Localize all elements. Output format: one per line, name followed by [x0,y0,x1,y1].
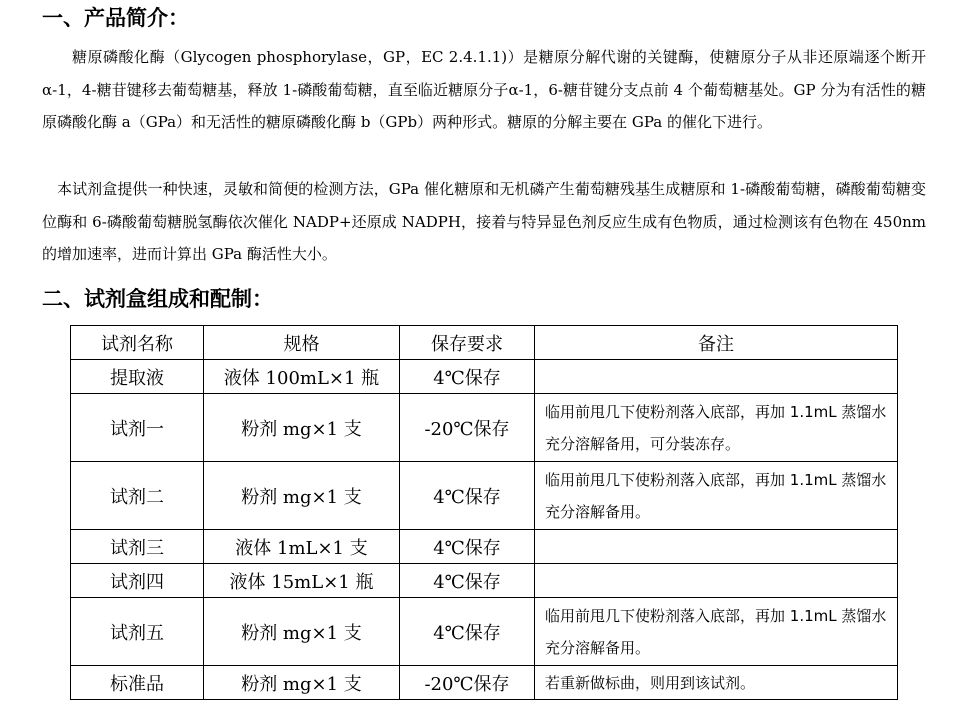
reagent-note: 临用前甩几下使粉剂落入底部，再加 1.1mL 蒸馏水充分溶解备用。 [535,598,898,666]
intro-paragraph-1: 糖原磷酸化酶（Glycogen phosphorylase，GP，EC 2.4.1.1)）是糖原分解代谢的关键酶，使糖原分子从非还原端逐个断开α-1，4-糖苷键移去葡萄糖基，释放 1-磷酸葡萄糖，直至临近糖原分子α-1，6-糖苷键分支点前 4 个葡萄糖基处。GP 分为有活性的糖原磷酸化酶 a（GPa）和无活性的糖原磷酸化酶 b（GPb）两种形式。糖原的分解主要在 GPa 的催化下进行。 [42,48,926,131]
reagent-note: 若重新做标曲，则用到该试剂。 [535,666,898,700]
reagent-storage: 4℃保存 [400,360,535,394]
reagent-spec: 液体 100mL×1 瓶 [204,360,400,394]
reagent-storage: 4℃保存 [400,530,535,564]
reagent-name: 试剂一 [71,394,204,462]
reagent-spec: 液体 15mL×1 瓶 [204,564,400,598]
reagent-name: 试剂五 [71,598,204,666]
reagent-spec: 粉剂 mg×1 支 [204,394,400,462]
header-reagent-name: 试剂名称 [71,326,204,360]
reagent-spec: 粉剂 mg×1 支 [204,462,400,530]
reagent-storage: 4℃保存 [400,564,535,598]
table-header-row [71,326,898,360]
header-spec: 规格 [204,326,400,360]
reagent-storage: 4℃保存 [400,462,535,530]
reagent-name: 试剂四 [71,564,204,598]
reagent-spec: 液体 1mL×1 支 [204,530,400,564]
table-row [71,394,898,462]
section-heading-kit-composition: 二、试剂盒组成和配制： [42,287,273,311]
kit-composition-table [70,325,898,700]
reagent-storage: -20℃保存 [400,394,535,462]
reagent-spec: 粉剂 mg×1 支 [204,666,400,700]
table-row [71,598,898,666]
header-note: 备注 [535,326,898,360]
table-row [71,530,898,564]
reagent-note: 临用前甩几下使粉剂落入底部，再加 1.1mL 蒸馏水充分溶解备用，可分装冻存。 [535,394,898,462]
section-heading-intro: 一、产品简介： [42,6,189,30]
table-row [71,564,898,598]
reagent-storage: 4℃保存 [400,598,535,666]
reagent-name: 试剂三 [71,530,204,564]
reagent-note [535,530,898,564]
reagent-note [535,360,898,394]
reagent-note [535,564,898,598]
reagent-name: 提取液 [71,360,204,394]
table-row [71,462,898,530]
reagent-note: 临用前甩几下使粉剂落入底部，再加 1.1mL 蒸馏水充分溶解备用。 [535,462,898,530]
table-row [71,666,898,700]
reagent-storage: -20℃保存 [400,666,535,700]
reagent-name: 试剂二 [71,462,204,530]
reagent-name: 标准品 [71,666,204,700]
intro-paragraph-2: 本试剂盒提供一种快速，灵敏和简便的检测方法，GPa 催化糖原和无机磷产生葡萄糖残基生成糖原和 1-磷酸葡萄糖，磷酸葡萄糖变位酶和 6-磷酸葡萄糖脱氢酶依次催化 NADP+还原成 NADPH，接着与特异显色剂反应生成有色物质，通过检测该有色物在 450nm 的增加速率，进而计算出 GPa 酶活性大小。 [42,180,926,263]
reagent-spec: 粉剂 mg×1 支 [204,598,400,666]
table-row [71,360,898,394]
header-storage: 保存要求 [400,326,535,360]
